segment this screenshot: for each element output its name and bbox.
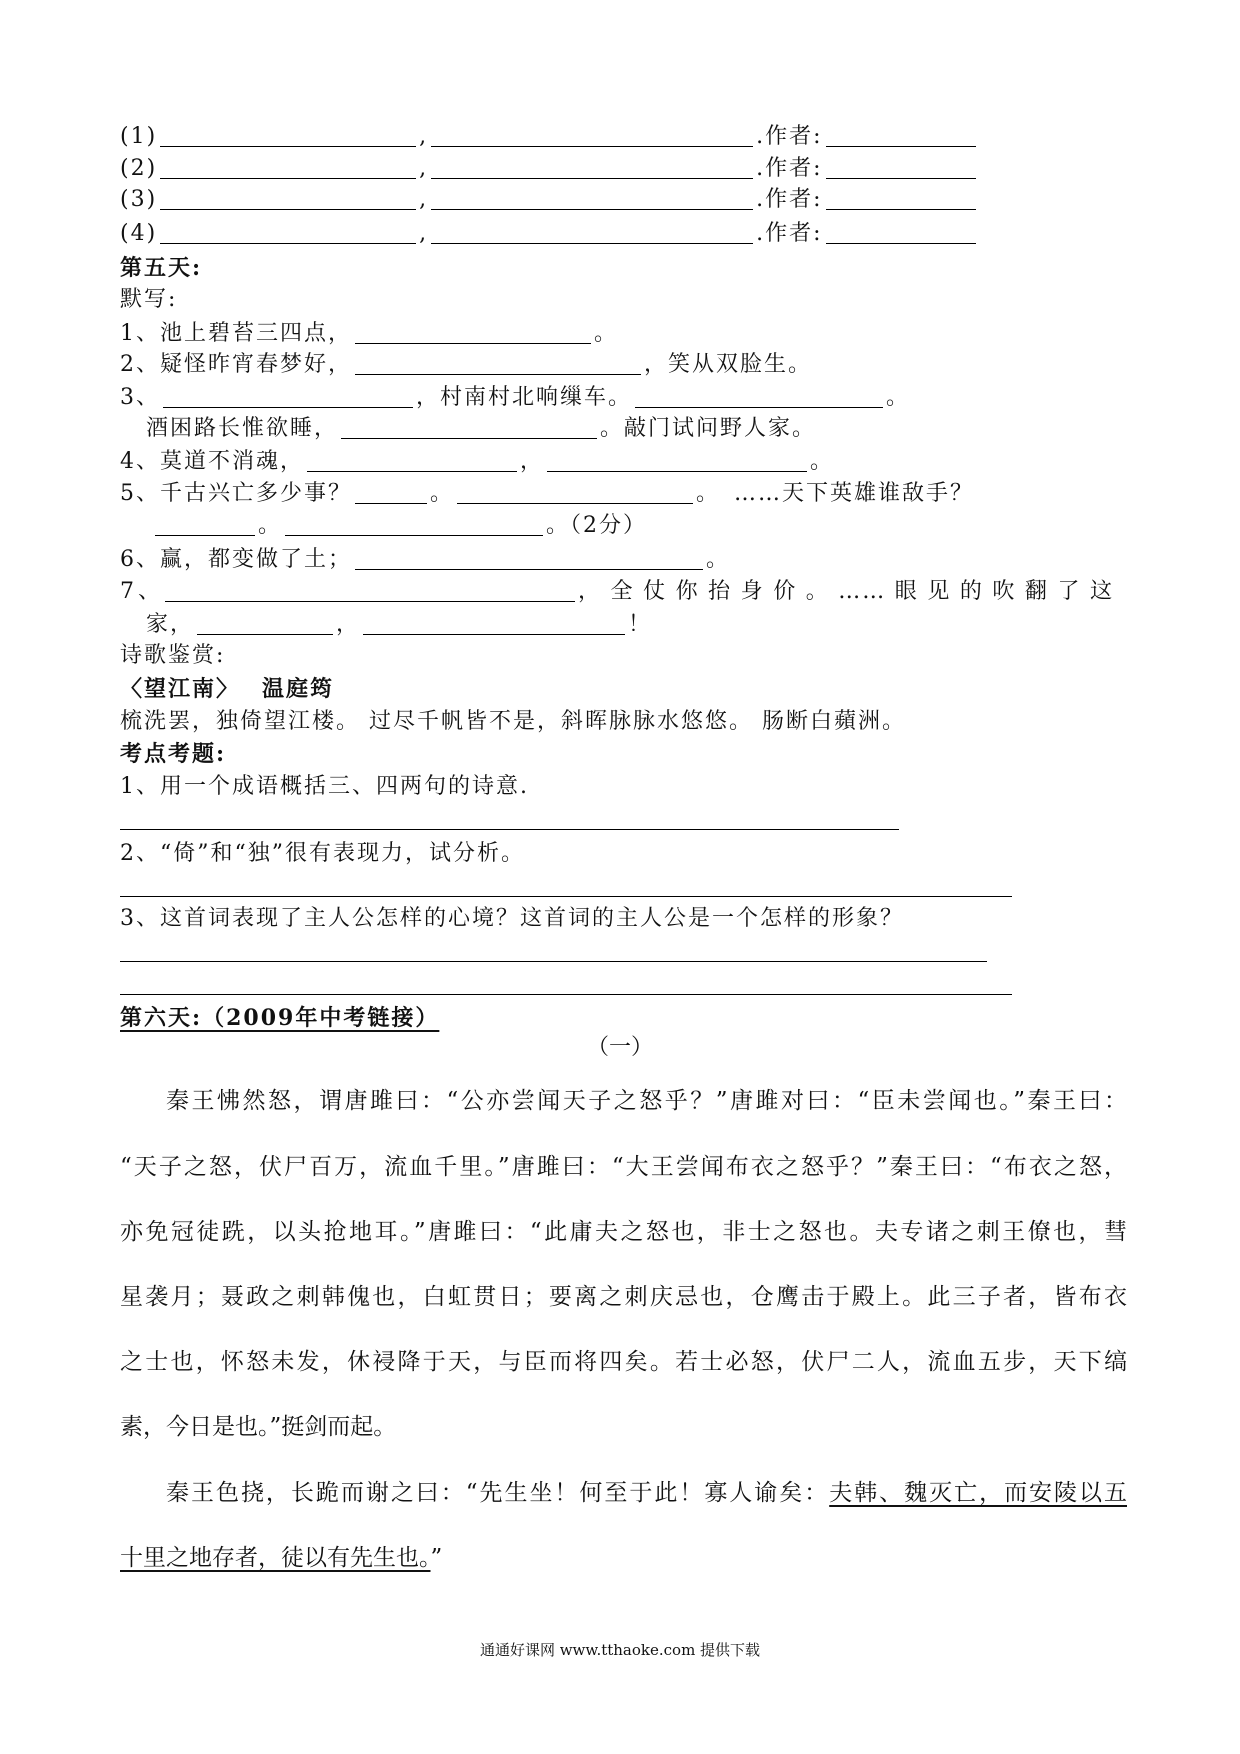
author-blank [826,156,976,179]
dictation-q6 [120,546,730,574]
author-blank [826,124,976,147]
answer-blank [457,481,693,504]
answer-blank [155,513,255,536]
answer-blank [163,385,413,408]
passage-line: 素，今日是也。”挺剑而起。 [120,1414,397,1440]
fill-row-number: (1) [120,124,158,149]
dictation-label [120,286,177,314]
passage-text: 秦王色挠，长跪而谢之曰：“先生坐！何至于此！寡人谕矣： [166,1480,830,1506]
author-label: .作者: [756,221,823,246]
questions-heading [120,740,226,768]
dictation-label-text: 默写: [120,287,178,312]
author-blank [826,187,976,210]
question-3 [120,905,904,933]
answer-blank [431,124,753,147]
q3-text: ，村南村北响缫车。 [416,385,633,410]
dictation-q7 [120,578,1114,606]
day6-heading-text: 第六天:（2009年中考链接） [120,1005,440,1031]
underlined-sentence: 十里之地存者，徒以有先生也。 [120,1545,431,1571]
answer-blank [355,321,591,344]
answer-blank [431,187,753,210]
answer-line [120,994,1012,995]
answer-blank [363,612,625,635]
poem-title: 〈望江南〉 [120,676,241,702]
q5-text: 5、千古兴亡多少事？ [120,481,352,506]
q3-cont-text: 酒困路长惟欲睡， [146,416,339,441]
q6-end: 。 [706,547,731,572]
passage-line: 星袭月；聂政之刺韩傀也，白虹贯日；要离之刺庆忌也，仓鹰击于殿上。此三子者，皆布衣 [120,1284,1127,1310]
passage-text: ” [430,1545,443,1571]
author-blank [826,221,976,244]
question-1 [120,773,529,801]
fill-row-4 [120,220,979,248]
author-label: .作者: [756,156,823,181]
q7-cont-comma: ， [336,612,361,637]
answer-blank [355,481,427,504]
answer-blank [547,449,807,472]
answer-blank [160,156,416,179]
answer-blank [307,449,517,472]
author-label: .作者: [756,187,823,212]
answer-blank [355,547,703,570]
answer-blank [431,156,753,179]
q7-text: ，全仗你抬身价。……眼见的吹翻了这 [578,579,1114,604]
poem-text: 梳洗罢，独倚望江楼。 过尽千帆皆不是，斜晖脉脉水悠悠。 肠断白蘋洲。 [120,709,906,734]
questions-heading-text: 考点考题: [120,741,227,767]
dictation-q5 [120,480,974,508]
day6-heading [120,1004,439,1032]
answer-line [120,896,1012,897]
q7-number: 7、 [120,579,162,604]
passage-line [166,1476,1127,1510]
fill-row-comma: , [419,124,429,149]
q1-end: 。 [594,321,619,346]
poem-author: 温庭筠 [262,676,335,702]
q5-cont-end: 。（2分） [546,513,648,538]
answer-blank [341,416,597,439]
answer-line [120,961,987,962]
poetry-label-text: 诗歌鉴赏: [120,643,226,668]
passage-line: 之士也，怀怒未发，休祲降于天，与臣而将四矣。若士必怒，伏尸二人，流血五步，天下缟 [120,1349,1127,1375]
answer-blank [165,579,575,602]
q6-text: 6、赢，都变做了土； [120,547,352,572]
answer-blank [285,513,543,536]
q7-cont-end: ！ [628,612,653,637]
fill-row-2 [120,155,979,183]
answer-blank [160,221,416,244]
dictation-q2 [120,351,812,379]
q5-text-second: ……天下英雄谁敌手？ [734,481,975,506]
question-2 [120,840,525,868]
passage-line: 秦王怫然怒，谓唐雎曰：“公亦尝闻天子之怒乎？”唐雎对曰：“臣未尝闻也。”秦王曰： [166,1088,1127,1114]
answer-blank [635,385,883,408]
q7-cont-text: 家， [146,612,195,637]
fill-row-3 [120,186,979,214]
q2-text: 2、疑怪昨宵春梦好， [120,352,352,377]
poem-title-row [120,675,334,703]
q5-period: 。 [696,481,721,506]
poetry-label [120,642,225,670]
dictation-q4 [120,448,834,476]
q1-text: 1、池上碧苔三四点， [120,321,352,346]
dictation-q3 [120,384,910,412]
q5-period: 。 [430,481,455,506]
fill-row-comma: , [419,156,429,181]
fill-row-number: (4) [120,221,158,246]
answer-blank [160,187,416,210]
day5-heading [120,254,202,282]
question-text: 3、这首词表现了主人公怎样的心境？这首词的主人公是一个怎样的形象？ [120,906,904,931]
q4-comma: ， [520,449,545,474]
dictation-q1 [120,320,618,348]
page-footer: 通通好课网 www.tthaoke.com 提供下载 [479,1641,761,1659]
fill-row-comma: , [419,187,429,212]
author-label: .作者: [756,124,823,149]
answer-blank [197,612,333,635]
answer-blank [431,221,753,244]
dictation-q7-continued [146,611,652,639]
underlined-sentence: 夫韩、魏灭亡，而安陵以五 [829,1480,1127,1506]
q2-end: ，笑从双脸生。 [644,352,813,377]
question-text: 2、“倚”和“独”很有表现力，试分析。 [120,841,525,866]
day5-heading-text: 第五天: [120,255,203,281]
fill-row-1 [120,123,979,151]
q3-number: 3、 [120,385,160,410]
fill-row-comma: , [419,221,429,246]
passage-line [120,1541,442,1575]
answer-line [120,829,899,830]
q3-end: 。 [886,385,911,410]
dictation-q5-continued [152,512,647,540]
answer-blank [160,124,416,147]
q5-cont-period: 。 [258,513,283,538]
q3-cont-end: 。敲门试问野人家。 [600,416,817,441]
q4-text: 4、莫道不消魂， [120,449,304,474]
fill-row-number: (3) [120,187,158,212]
dictation-q3-continued [146,415,816,443]
passage-line: 亦免冠徒跣，以头抢地耳。”唐雎曰：“此庸夫之怒也，非士之怒也。夫专诸之刺王僚也，彗 [120,1219,1127,1245]
answer-blank [355,352,641,375]
q4-end: 。 [810,449,835,474]
poem-text-row [120,708,906,736]
fill-row-number: (2) [120,156,158,181]
section-number: （一） [586,1035,653,1060]
question-text: 1、用一个成语概括三、四两句的诗意. [120,774,529,799]
passage-line: “天子之怒，伏尸百万，流血千里。”唐雎曰：“大王尝闻布衣之怒乎？”秦王曰：“布衣之怒， [120,1154,1127,1180]
